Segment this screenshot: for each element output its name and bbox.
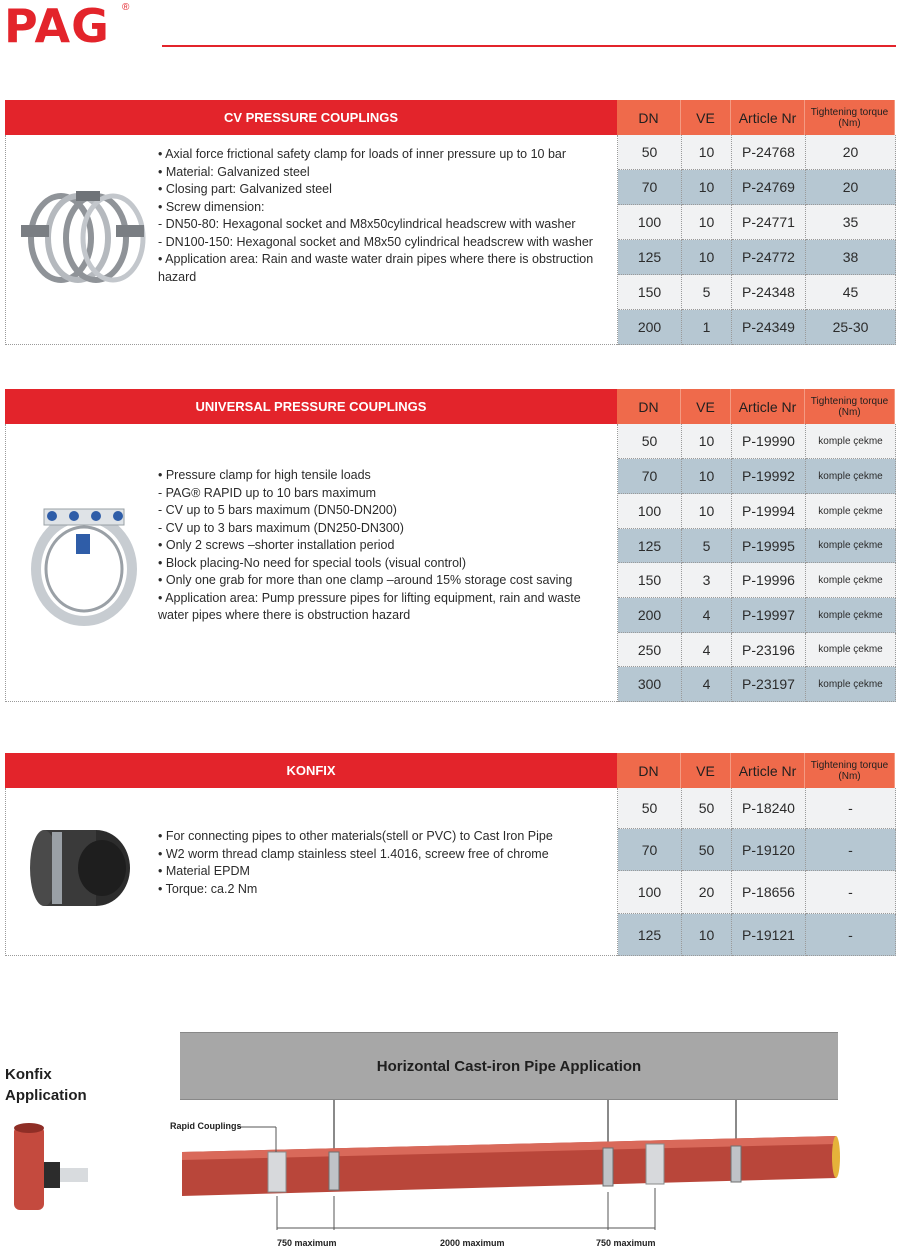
cell-article: P-19997	[732, 598, 806, 633]
section-konfix	[5, 753, 895, 958]
logo-text: PAG	[4, 0, 110, 53]
table-row	[618, 459, 896, 494]
col-header-dn: DN	[617, 100, 681, 135]
section-header	[5, 753, 895, 788]
cell-ve: 4	[682, 598, 732, 633]
col-header-torque: Tightening torque (Nm)	[805, 389, 895, 424]
cell-ve: 10	[682, 494, 732, 529]
cell-article: P-24772	[732, 240, 806, 275]
col-header-ve: VE	[681, 389, 731, 424]
cell-torque: -	[806, 788, 896, 829]
rapid-couplings-label: Rapid Couplings	[170, 1121, 242, 1131]
cell-torque: 35	[806, 205, 896, 240]
cell-article: P-24348	[732, 275, 806, 310]
cell-dn: 100	[618, 871, 682, 914]
cell-torque: komple çekme	[806, 459, 896, 494]
bullet-item: • Closing part: Galvanized steel	[158, 182, 332, 196]
cell-dn: 70	[618, 459, 682, 494]
cell-ve: 5	[682, 529, 732, 563]
cv-coupling-image	[16, 183, 151, 293]
col-header-dn: DN	[617, 753, 681, 788]
cell-ve: 10	[682, 240, 732, 275]
cell-dn: 125	[618, 529, 682, 563]
cell-torque: -	[806, 829, 896, 871]
konfix-application-title	[5, 1064, 87, 1106]
cell-article: P-18656	[732, 871, 806, 914]
cell-ve: 10	[682, 459, 732, 494]
dimension-label: 750 maximum	[277, 1238, 337, 1248]
application-banner: Horizontal Cast-iron Pipe Application	[180, 1032, 838, 1100]
cell-ve: 4	[682, 667, 732, 702]
bullet-item: • Block placing-No need for special tools (visual control)	[158, 555, 466, 570]
pag-logo	[4, 0, 110, 53]
app-title-line1: Konfix	[5, 1066, 52, 1083]
cell-ve: 20	[682, 871, 732, 914]
cell-torque: komple çekme	[806, 494, 896, 529]
bullet-item: - DN100-150: Hexagonal socket and M8x50 cylindrical headscrew with washer	[158, 234, 593, 249]
cell-article: P-23196	[732, 633, 806, 667]
table-row	[618, 310, 896, 345]
cell-torque: komple çekme	[806, 633, 896, 667]
section-header	[5, 100, 895, 135]
table-row	[618, 563, 896, 598]
table-row	[618, 914, 896, 956]
cell-ve: 10	[682, 170, 732, 205]
cell-article: P-19996	[732, 563, 806, 598]
col-header-dn: DN	[617, 389, 681, 424]
table-row	[618, 598, 896, 633]
cell-torque: 20	[806, 135, 896, 170]
bullet-item: • Material EPDM	[158, 864, 250, 878]
bullet-item: • Only one grab for more than one clamp –around 15% storage cost saving	[158, 573, 573, 587]
bullet-list	[158, 467, 613, 625]
registered-mark: ®	[122, 2, 130, 13]
konfix-image	[24, 820, 139, 910]
cell-dn: 200	[618, 598, 682, 633]
cell-article: P-23197	[732, 667, 806, 702]
cell-ve: 10	[682, 205, 732, 240]
bullet-item: • Material: Galvanized steel	[158, 164, 310, 179]
cell-article: P-24768	[732, 135, 806, 170]
cell-dn: 125	[618, 240, 682, 275]
cell-ve: 10	[682, 135, 732, 170]
cell-torque: komple çekme	[806, 667, 896, 702]
cell-torque: komple çekme	[806, 424, 896, 459]
bullet-list	[158, 828, 613, 898]
pipe-diagram	[176, 1100, 842, 1245]
cell-article: P-19994	[732, 494, 806, 529]
cell-torque: -	[806, 871, 896, 914]
cell-article: P-24769	[732, 170, 806, 205]
table-row	[618, 170, 896, 205]
cell-dn: 70	[618, 829, 682, 871]
dimension-label: 2000 maximum	[440, 1238, 505, 1248]
bullet-item: • W2 worm thread clamp stainless steel 1.4016, screew free of chrome	[158, 846, 549, 861]
bullet-item: • Pressure clamp for high tensile loads	[158, 468, 371, 482]
cell-dn: 150	[618, 275, 682, 310]
cell-ve: 10	[682, 424, 732, 459]
bullet-item: - PAG® RAPID up to 10 bars maximum	[158, 485, 377, 500]
bullet-item: • Screw dimension:	[158, 199, 265, 214]
section-title: CV PRESSURE COUPLINGS	[5, 100, 617, 135]
cell-ve: 4	[682, 633, 732, 667]
bullet-list	[158, 146, 613, 286]
cell-article: P-24349	[732, 310, 806, 345]
bullet-item: • Application area: Pump pressure pipes for lifting equipment, rain and waste water pipes where there is obstruction hazard	[158, 590, 581, 622]
cell-ve: 50	[682, 829, 732, 871]
col-header-torque: Tightening torque (Nm)	[805, 753, 895, 788]
cell-article: P-19990	[732, 424, 806, 459]
section-title: UNIVERSAL PRESSURE COUPLINGS	[5, 389, 617, 424]
app-title-line2: Application	[5, 1087, 87, 1104]
cell-article: P-19995	[732, 529, 806, 563]
header-divider	[162, 45, 896, 47]
cell-article: P-18240	[732, 788, 806, 829]
col-header-ve: VE	[681, 100, 731, 135]
cell-article: P-19120	[732, 829, 806, 871]
section-body	[5, 135, 895, 345]
bullet-item: • Application area: Rain and waste water drain pipes where there is obstruction hazard	[158, 252, 594, 284]
bullet-item: • Only 2 screws –shorter installation period	[158, 538, 395, 552]
cell-dn: 70	[618, 170, 682, 205]
dimension-label: 750 maximum	[596, 1238, 656, 1248]
cell-torque: 25-30	[806, 310, 896, 345]
table-row	[618, 529, 896, 563]
section-body	[5, 788, 895, 956]
cell-dn: 50	[618, 135, 682, 170]
bullet-item: • Torque: ca.2 Nm	[158, 881, 258, 896]
col-header-article: Article Nr	[731, 753, 805, 788]
cell-torque: komple çekme	[806, 598, 896, 633]
section-header	[5, 389, 895, 424]
bullet-item: - CV up to 5 bars maximum (DN50-DN200)	[158, 503, 397, 517]
table-row	[618, 633, 896, 667]
cell-ve: 1	[682, 310, 732, 345]
table-row	[618, 424, 896, 459]
table-row	[618, 275, 896, 310]
cell-torque: 20	[806, 170, 896, 205]
cell-dn: 200	[618, 310, 682, 345]
konfix-application-image	[6, 1122, 91, 1214]
cell-torque: komple çekme	[806, 529, 896, 563]
cell-torque: -	[806, 914, 896, 956]
cell-ve: 10	[682, 914, 732, 956]
bullet-item: - CV up to 3 bars maximum (DN250-DN300)	[158, 520, 404, 535]
section-cv-pressure-couplings	[5, 100, 895, 345]
section-body	[5, 424, 895, 702]
cell-torque: 38	[806, 240, 896, 275]
table-row	[618, 240, 896, 275]
col-header-article: Article Nr	[731, 100, 805, 135]
cell-ve: 50	[682, 788, 732, 829]
cell-dn: 150	[618, 563, 682, 598]
table-row	[618, 135, 896, 170]
cell-ve: 3	[682, 563, 732, 598]
cell-torque: 45	[806, 275, 896, 310]
bullet-item: • Axial force frictional safety clamp for loads of inner pressure up to 10 bar	[158, 147, 567, 161]
table-row	[618, 494, 896, 529]
cell-article: P-24771	[732, 205, 806, 240]
cell-article: P-19121	[732, 914, 806, 956]
cell-dn: 250	[618, 633, 682, 667]
table-row	[618, 829, 896, 871]
section-title: KONFIX	[5, 753, 617, 788]
table-row	[618, 205, 896, 240]
cell-dn: 50	[618, 424, 682, 459]
cell-dn: 300	[618, 667, 682, 702]
section-universal-pressure-couplings	[5, 389, 895, 704]
cell-dn: 125	[618, 914, 682, 956]
cell-dn: 50	[618, 788, 682, 829]
cell-article: P-19992	[732, 459, 806, 494]
col-header-ve: VE	[681, 753, 731, 788]
bullet-item: • For connecting pipes to other materials(stell or PVC) to Cast Iron Pipe	[158, 829, 553, 843]
table-row	[618, 871, 896, 914]
table-row	[618, 667, 896, 702]
universal-coupling-image	[24, 494, 144, 629]
cell-dn: 100	[618, 494, 682, 529]
col-header-article: Article Nr	[731, 389, 805, 424]
bullet-item: - DN50-80: Hexagonal socket and M8x50cylindrical headscrew with washer	[158, 217, 576, 231]
col-header-torque: Tightening torque (Nm)	[805, 100, 895, 135]
cell-torque: komple çekme	[806, 563, 896, 598]
cell-ve: 5	[682, 275, 732, 310]
cell-dn: 100	[618, 205, 682, 240]
table-row	[618, 788, 896, 829]
